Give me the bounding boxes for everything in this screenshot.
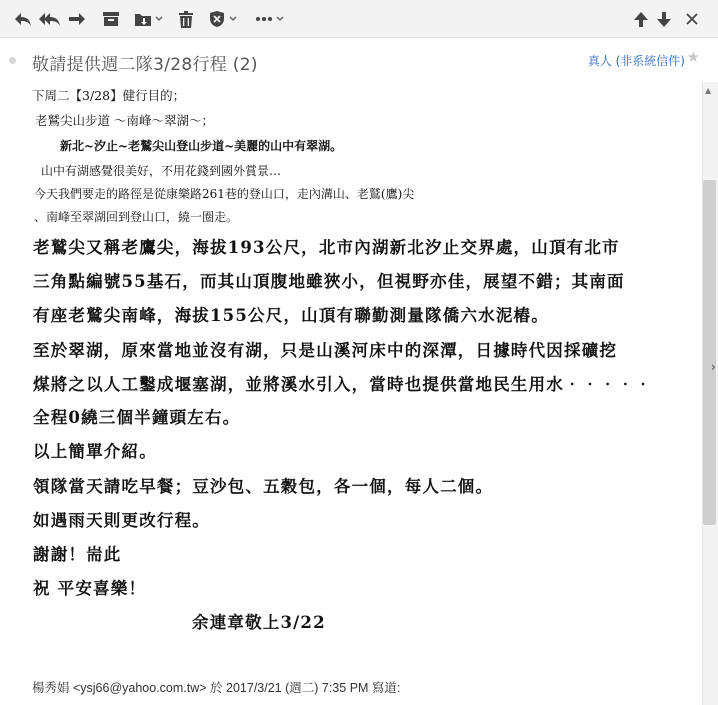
- forward-icon[interactable]: [66, 8, 88, 30]
- body-line: 下周二【3/28】健行目的；: [32, 88, 186, 103]
- body-line: 至於翠湖，原來當地並沒有湖，只是山溪河床中的深潭，日據時代因採礦挖: [33, 341, 618, 360]
- block-icon[interactable]: [206, 8, 238, 30]
- unread-dot-icon[interactable]: [9, 57, 16, 64]
- message-subject: 敬請提供週二隊3/28行程 (2): [32, 55, 258, 75]
- quote-header: 楊秀娟 <ysj66@yahoo.com.tw> 於 2017/3/21 (週二) 7:35 PM 寫道:: [32, 681, 401, 695]
- sender-label[interactable]: 真人 (非系統信件): [587, 54, 685, 68]
- close-icon[interactable]: [683, 8, 701, 30]
- body-line: 有座老鷲尖南峰，海拔155公尺，山頂有聯勤測量隊僑六水泥樁。: [33, 306, 549, 325]
- more-icon[interactable]: [252, 8, 286, 30]
- star-icon[interactable]: ★: [686, 48, 700, 66]
- move-icon[interactable]: [133, 8, 163, 30]
- body-line: 老鷲尖又稱老鷹尖，海拔193公尺，北市內湖新北汐止交界處，山頂有北市: [33, 238, 620, 257]
- chevron-down-icon: [155, 16, 163, 22]
- message-body: [0, 82, 702, 705]
- message-toolbar: [0, 0, 718, 38]
- body-line: 煤將之以人工鑿成堰塞湖，並將溪水引入，當時也提供當地民生用水‧‧‧‧‧: [33, 375, 653, 394]
- body-line: 新北~汐止~老鷲尖山登山步道~美麗的山中有翠湖。: [60, 139, 343, 153]
- scroll-up-icon[interactable]: ▲: [705, 86, 712, 95]
- reply-all-icon[interactable]: [38, 8, 62, 30]
- archive-icon[interactable]: [100, 8, 122, 30]
- subject-bar: [0, 39, 718, 81]
- signature: 余連章敬上3/22: [192, 613, 326, 632]
- body-line: 、南峰至翠湖回到登山口，繞一圈走。: [34, 210, 239, 224]
- up-icon[interactable]: [631, 8, 651, 30]
- body-line: 領隊當天請吃早餐；豆沙包、五穀包，各一個，每人二個。: [33, 477, 494, 496]
- body-line: 老鷲尖山步道 ～南峰～翠湖～；: [35, 113, 214, 128]
- scrollbar-thumb[interactable]: [703, 180, 716, 525]
- body-line: 全程0繞三個半鐘頭左右。: [33, 408, 241, 427]
- body-line: 如遇雨天則更改行程。: [33, 511, 210, 530]
- delete-icon[interactable]: [175, 8, 197, 30]
- body-line: 以上簡單介紹。: [33, 442, 157, 461]
- down-icon[interactable]: [654, 8, 674, 30]
- body-line: 祝 平安喜樂！: [33, 579, 147, 598]
- body-line: 山中有湖感覺很美好，不用花錢到國外賞景…: [41, 164, 282, 178]
- body-line: 今天我們要走的路徑是從康樂路261巷的登山口，走內溝山、老鷲(鷹)尖: [34, 187, 415, 201]
- body-line: 三角點編號55基石，而其山頂腹地雖狹小，但視野亦佳，展望不錯；其南面: [33, 272, 625, 291]
- reply-icon[interactable]: [12, 8, 34, 30]
- chevron-right-icon[interactable]: ›: [711, 360, 716, 374]
- body-line: 謝謝！耑此: [33, 545, 122, 564]
